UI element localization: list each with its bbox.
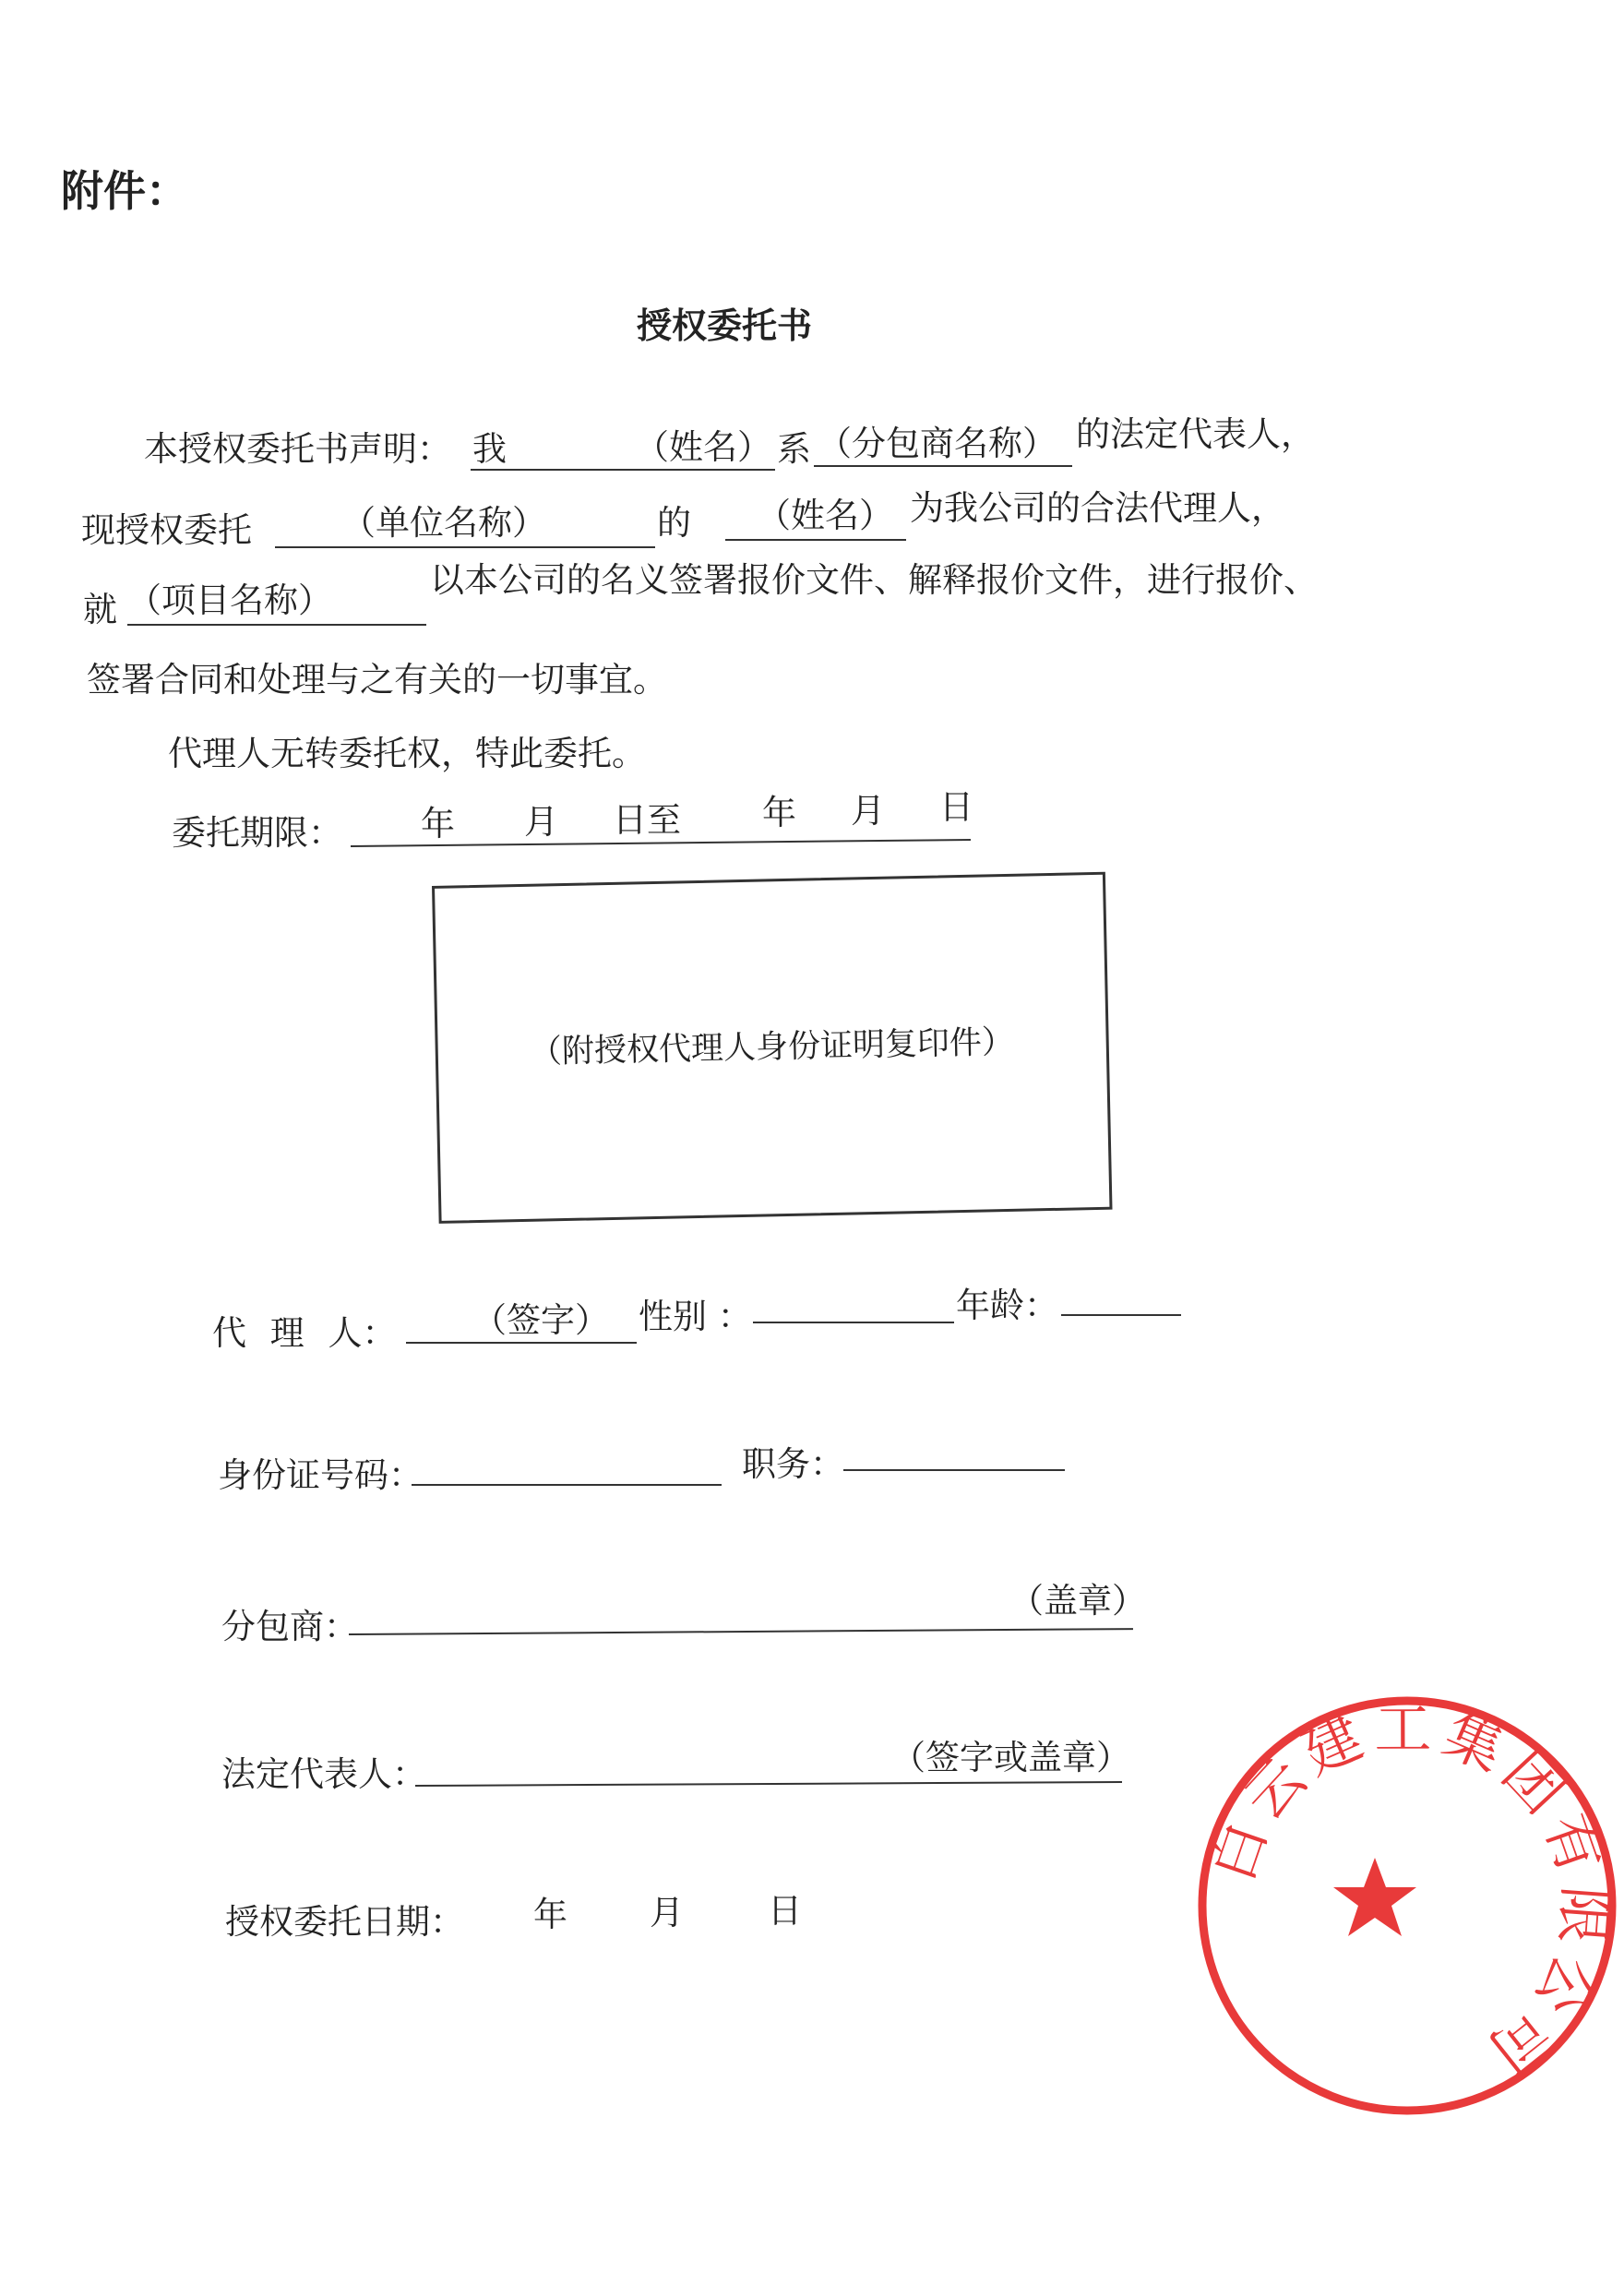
id-number-line bbox=[412, 1484, 722, 1486]
seal-text: 白云建工集团有限公司 bbox=[1198, 1694, 1619, 2091]
id-copy-box-text: （附授权代理人身份证明复印件） bbox=[529, 1023, 1015, 1071]
document-title: 授权委托书 bbox=[637, 305, 813, 346]
agent-name-hint: （姓名） bbox=[757, 496, 893, 535]
company-seal bbox=[1190, 1689, 1624, 2123]
project-name-hint: （项目名称） bbox=[127, 580, 332, 620]
project-tail: 以本公司的名义签署报价文件、解释报价文件，进行报价、 bbox=[430, 560, 1318, 600]
entrust-de: 的 bbox=[657, 503, 691, 543]
auth-date-day: 日 bbox=[768, 1891, 802, 1931]
gender-label: 性别 ： bbox=[639, 1297, 752, 1336]
legal-rep-name-hint: （姓名） bbox=[635, 427, 771, 467]
project-name-line bbox=[127, 624, 426, 626]
entrust-tail: 为我公司的合法代理人， bbox=[910, 488, 1285, 528]
legal-rep-sign-hint: （签字或盖章） bbox=[891, 1738, 1130, 1777]
age-label: 年龄： bbox=[956, 1286, 1058, 1325]
agent-label: 代 理 人： bbox=[212, 1313, 397, 1353]
term-start-month: 月 bbox=[524, 802, 558, 842]
term-end-year: 年 bbox=[762, 793, 796, 832]
subcontractor-name-line bbox=[814, 465, 1072, 467]
term-label: 委托期限： bbox=[172, 813, 342, 853]
term-start-year: 年 bbox=[421, 804, 455, 843]
position-label: 职务： bbox=[742, 1444, 844, 1484]
term-start-day: 日至 bbox=[613, 800, 681, 840]
declaration-xi: 系 bbox=[777, 429, 811, 469]
seal-star-icon bbox=[1333, 1858, 1416, 1936]
no-subdelegation-text: 代理人无转委托权，特此委托。 bbox=[168, 734, 646, 773]
agent-name-line bbox=[725, 539, 906, 541]
auth-date-month: 月 bbox=[650, 1893, 684, 1932]
subcontractor-seal-line bbox=[349, 1628, 1133, 1635]
id-number-label: 身份证号码： bbox=[218, 1455, 423, 1495]
auth-date-label: 授权委托日期： bbox=[225, 1902, 464, 1942]
entrust-lead: 现授权委托 bbox=[81, 510, 252, 550]
age-line bbox=[1061, 1314, 1181, 1316]
legal-rep-name-line bbox=[471, 469, 775, 471]
scope-text: 签署合同和处理与之有关的一切事宜。 bbox=[87, 660, 667, 700]
term-end-day: 日 bbox=[939, 787, 973, 827]
legal-rep-label: 法定代表人： bbox=[221, 1754, 426, 1794]
subcontractor-label: 分包商： bbox=[221, 1607, 358, 1646]
declaration-lead: 本授权委托书声明： bbox=[144, 429, 451, 469]
auth-date-year: 年 bbox=[533, 1895, 567, 1934]
gender-line bbox=[753, 1322, 954, 1323]
subcontractor-name-hint: （分包商名称） bbox=[818, 424, 1057, 463]
agent-sign-line bbox=[406, 1342, 637, 1344]
unit-name-line bbox=[275, 546, 655, 548]
position-line bbox=[843, 1469, 1065, 1471]
term-end-month: 月 bbox=[851, 791, 885, 831]
project-lead: 就 bbox=[83, 590, 117, 629]
declaration-tail: 的法定代表人， bbox=[1076, 414, 1315, 454]
attachment-label: 附件： bbox=[61, 166, 188, 216]
unit-name-hint: （单位名称） bbox=[341, 503, 546, 543]
agent-sign-hint: （签字） bbox=[472, 1300, 609, 1340]
subcontractor-seal-hint: （盖章） bbox=[1009, 1581, 1146, 1621]
declaration-wo: 我 bbox=[472, 429, 507, 469]
legal-rep-sign-line bbox=[415, 1781, 1122, 1787]
